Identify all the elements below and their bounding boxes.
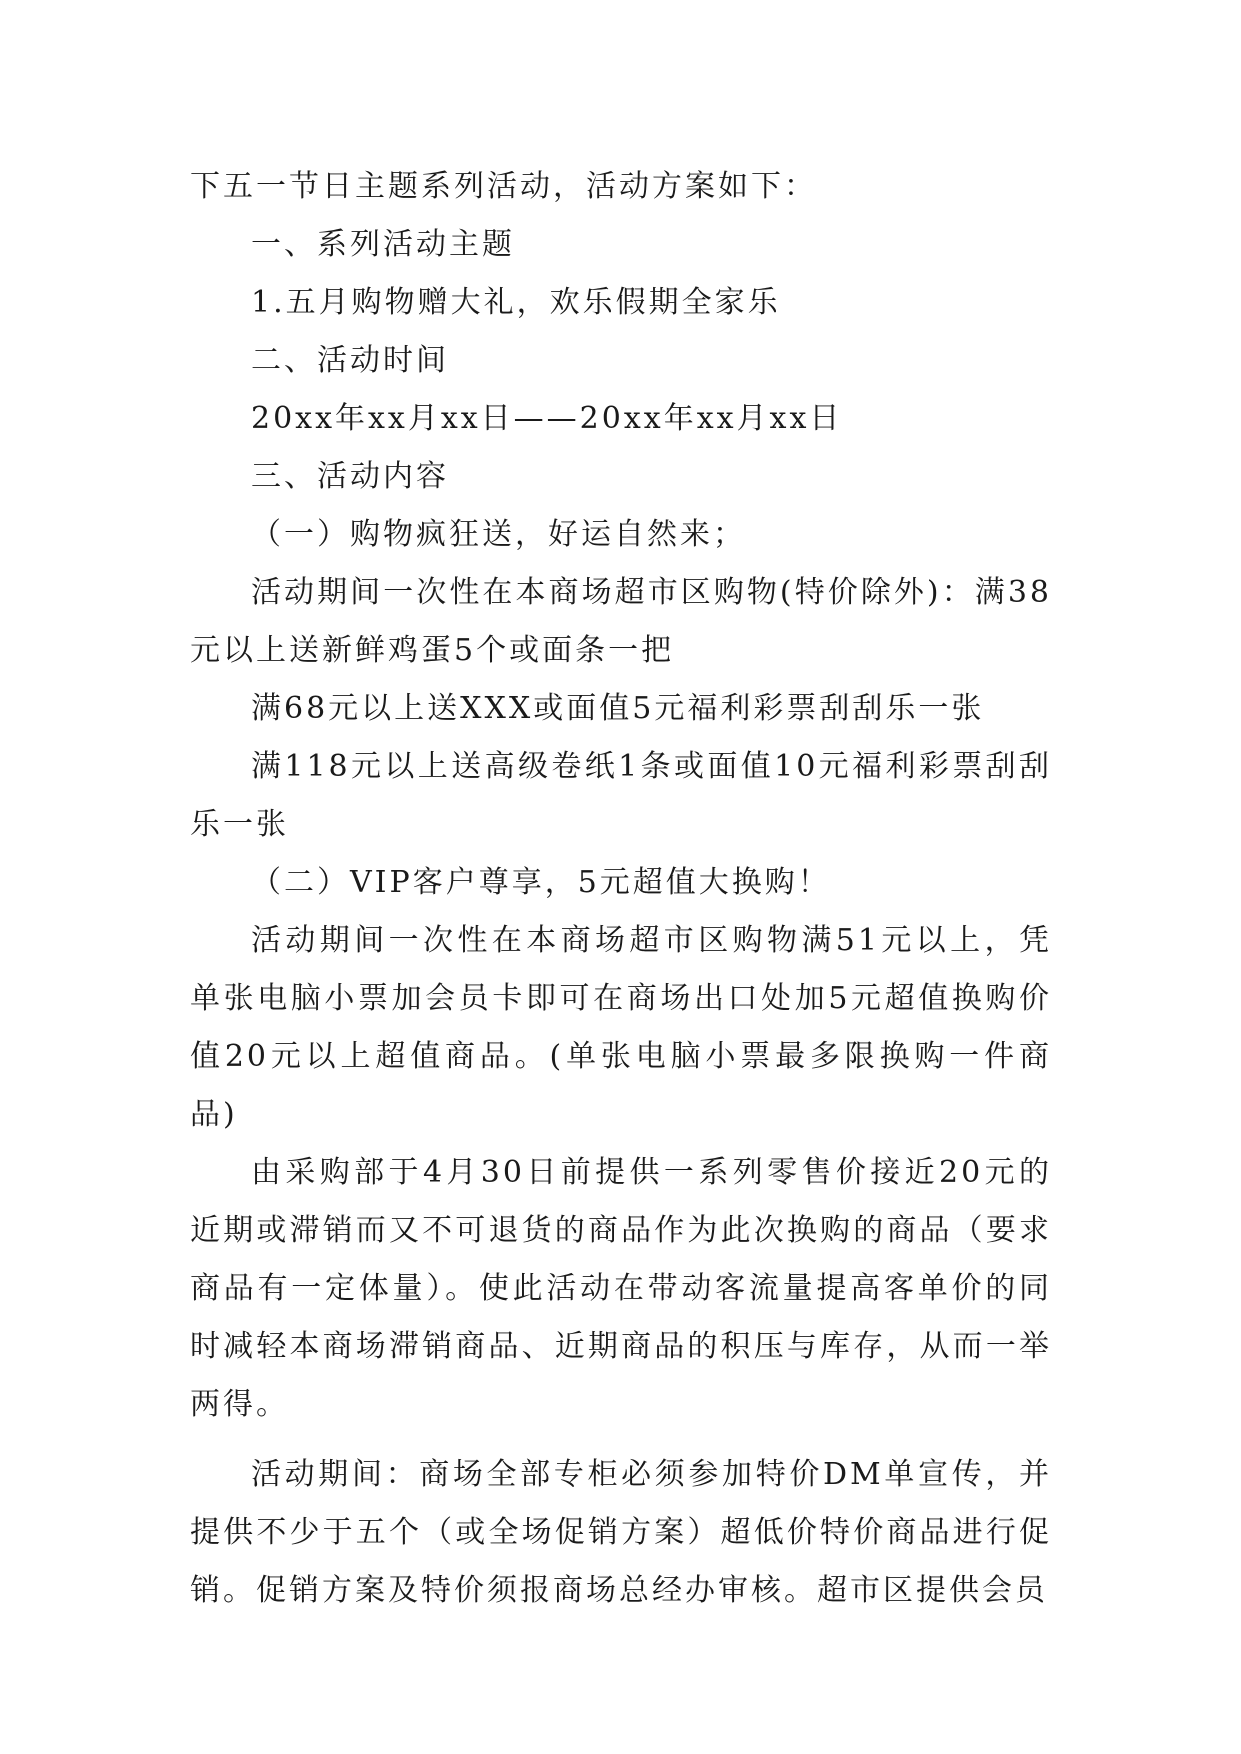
activity-date-range: 20xx年xx月xx日——20xx年xx月xx日: [251, 401, 843, 436]
paragraph-vip-exchange: 活动期间一次性在本商场超市区购物满51元以上，凭单张电脑小票加会员卡即可在商场出口处加5元超值换购价值20元以上超值商品。(单张电脑小票最多限换购一件商品): [190, 923, 1052, 1132]
paragraph-gift-118: 满118元以上送高级卷纸1条或面值10元福利彩票刮刮乐一张: [190, 749, 1052, 842]
paragraph-purchasing-dept: 由采购部于4月30日前提供一系列零售价接近20元的近期或滞销而又不可退货的商品作为此次换购的商品（要求商品有一定体量）。使此活动在带动客流量提高客单价的同时减轻本商场滞销商品、近期商品的积压与库存，从而一举两得。: [190, 1155, 1052, 1422]
paragraph-gift-68: 满68元以上送XXX或面值5元福利彩票刮刮乐一张: [251, 691, 985, 726]
document-body: [190, 158, 1052, 1620]
paragraph-gift-38: 活动期间一次性在本商场超市区购物(特价除外)：满38元以上送新鲜鸡蛋5个或面条一把: [190, 575, 1052, 668]
heading-activity-content: 三、活动内容: [251, 459, 449, 494]
heading-activity-time: 二、活动时间: [251, 343, 449, 378]
theme-item-1: 1.五月购物赠大礼，欢乐假期全家乐: [251, 285, 781, 320]
subheading-vip-exchange: （二）VIP客户尊享，5元超值大换购！: [251, 865, 831, 900]
subheading-shopping-gift: （一）购物疯狂送，好运自然来；: [251, 517, 746, 552]
heading-activity-theme: 一、系列活动主题: [251, 227, 515, 262]
paragraph-counter-promotion: 活动期间：商场全部专柜必须参加特价DM单宣传，并提供不少于五个（或全场促销方案）超低价特价商品进行促销。促销方案及特价须报商场总经办审核。超市区提供会员: [190, 1457, 1052, 1608]
paragraph-intro: 下五一节日主题系列活动，活动方案如下：: [190, 169, 817, 204]
